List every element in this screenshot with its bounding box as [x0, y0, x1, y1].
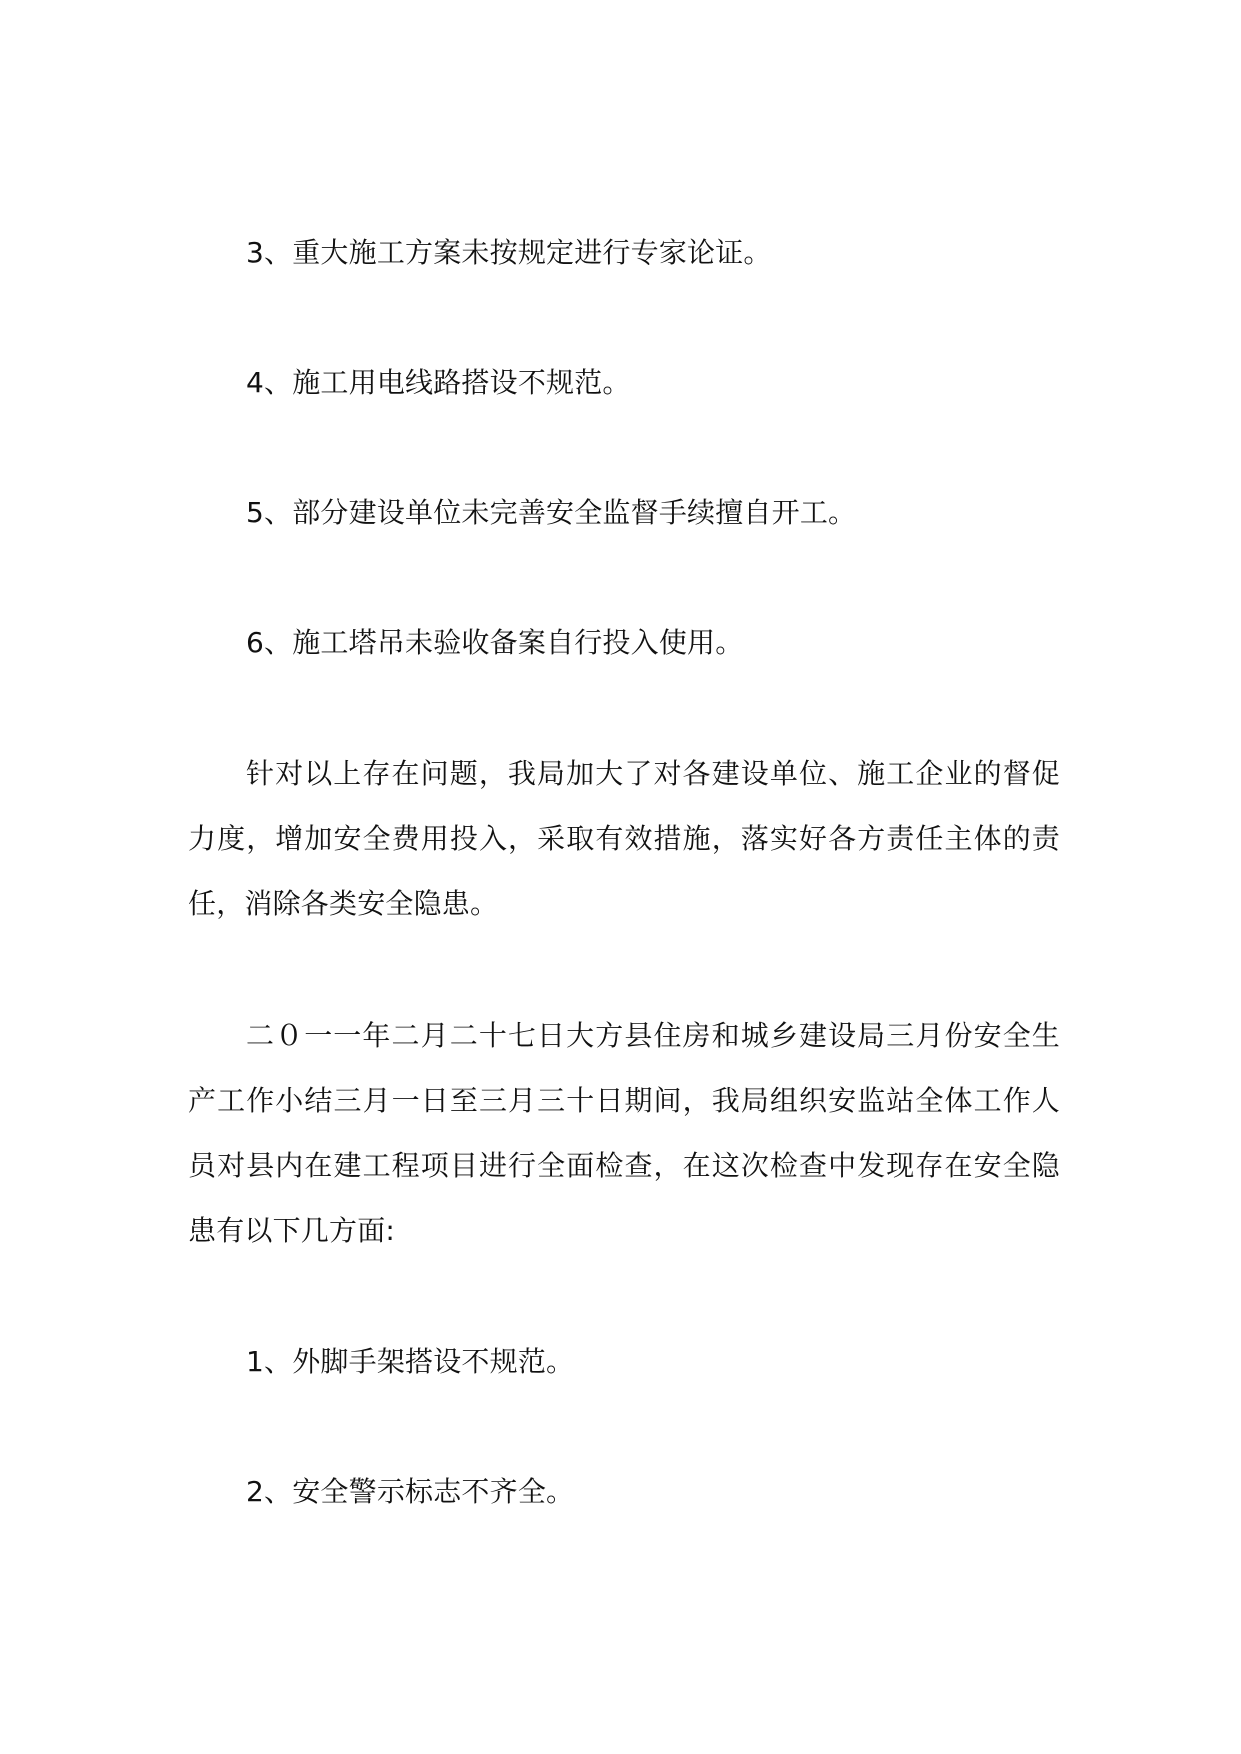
list-item: 3、重大施工方案未按规定进行专家论证。	[246, 236, 772, 269]
body-paragraph: 针对以上存在问题，我局加大了对各建设单位、施工企业的督促力度，增加安全费用投入，采取有效措施，落实好各方责任主体的责任，消除各类安全隐患。	[188, 757, 1060, 920]
list-item: 4、施工用电线路搭设不规范。	[246, 366, 631, 399]
list-item: 2、安全警示标志不齐全。	[246, 1475, 575, 1508]
list-item: 1、外脚手架搭设不规范。	[246, 1345, 575, 1378]
list-item: 5、部分建设单位未完善安全监督手续擅自开工。	[246, 496, 857, 529]
body-paragraph: 二０一一年二月二十七日大方县住房和城乡建设局三月份安全生产工作小结三月一日至三月三十日期间，我局组织安监站全体工作人员对县内在建工程项目进行全面检查，在这次检查中发现存在安全隐患有以下几方面:	[188, 1019, 1060, 1247]
list-item: 6、施工塔吊未验收备案自行投入使用。	[246, 626, 744, 659]
